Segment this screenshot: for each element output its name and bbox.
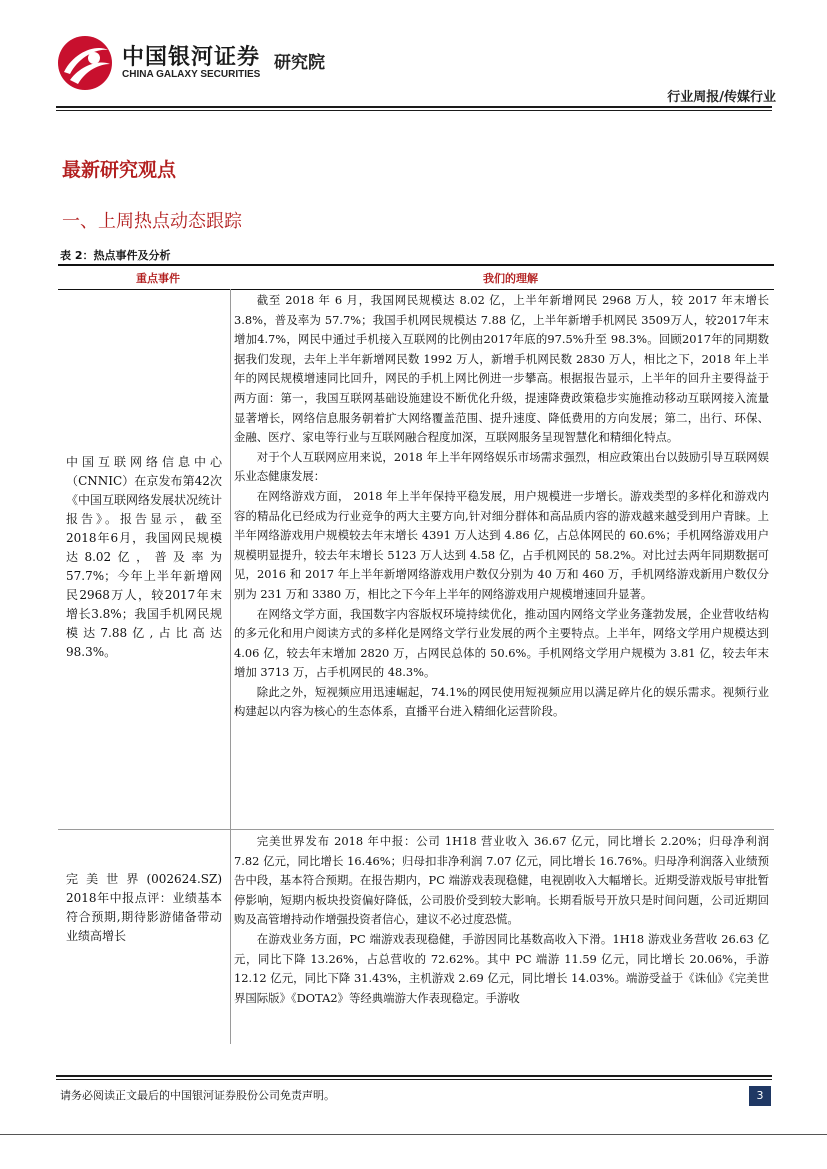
header-view: 我们的理解: [483, 272, 538, 285]
institute-name: 研究院: [274, 53, 325, 73]
page-number: 3: [749, 1086, 771, 1106]
page-header: [56, 34, 776, 104]
analysis-paragraph: 在网络文学方面，我国数字内容版权环境持续优化，推动国内网络文学业务蓬勃发展，企业营收结构的多元化和用户阅读方式的多样化是网络文学行业发展的两个主要特点。上半年，网络文学用户规模达到 4.06 亿，较去年末增加 2820 万，占网民总体的 50.6%。手机网络文学用户规模为 3.81 亿，较去年末增加 3713 万，占手机网民的 48.3%。: [234, 606, 769, 680]
page-title: 最新研究观点: [62, 159, 177, 181]
section-heading: 一、上周热点动态跟踪: [62, 211, 242, 232]
analysis-paragraph: 截至 2018 年 6 月，我国网民规模达 8.02 亿，上半年新增网民 2968 万人，较 2017 年末增长 3.8%，普及率为 57.7%；我国手机网民规模达 7.88 亿，上半年新增手机网民 3509万人，较2017年末增加4.7%，网民中通过手机接入互联网的比例由2017年底的97.5%升至 98.3%。回顾2017年的同期数据我们发现，去年上半年新增网民数 1992 万人，新增手机网民数 2830 万人，相比之下，2018 年上半年的网民规模增速同比回升，网民的手机上网比例进一步攀高。根据报告显示，上半年的回升主要得益于两方面：第一，我国互联网基础设施建设不断优化升级，提速降费政策稳步实施推动移动互联网接入流量显著增长，网络信息服务朝着扩大网络覆盖范围、提升速度、降低费用的方向发展；第二，出行、环保、金融、医疗、家电等行业与互联网融合程度加深，互联网服务呈现智慧化和精细化特点。: [234, 293, 769, 445]
table-row: [58, 289, 774, 837]
header-rule-thin: [56, 110, 772, 111]
analysis-paragraph: 完美世界发布 2018 年中报：公司 1H18 营业收入 36.67 亿元，同比增长 2.20%；归母净利润 7.82 亿元，同比增长 16.46%；归母扣非净利润 7.07 亿元，同比增长 16.76%。归母净利润落入业绩预告中段，基本符合预期。在报告期内，PC 端游戏表现稳健，电视剧收入大幅增长。近期受游戏版号审批暂停影响，短期内板块投资偏好降低，公司股价受到较大影响。长期看版号开放只是时间问题，公司近期回购及高管增持动作增强投资者信心，建议不必过度恐慌。: [234, 834, 769, 927]
disclaimer-note: 请务必阅读正文最后的中国银河证券股份公司免责声明。: [60, 1089, 335, 1102]
logo-chinese-name: 中国银河证券: [122, 45, 261, 70]
analysis-paragraph: 在网络游戏方面， 2018 年上半年保持平稳发展，用户规模进一步增长。游戏类型的多样化和游戏内容的精品化已经成为行业竞争的两大主要方向,针对细分群体和高品质内容的游戏越来越受到用户青睐。上半年网络游戏用户规模较去年末增长 4391 万人达到 4.86 亿，占总体网民的 60.6%；手机网络游戏用户规模明显提升，较去年末增长 5123 万人达到 4.58 亿，占手机网民的 58.2%。对比过去两年同期数据可见，2016 和 2017 年上半年新增网络游戏用户数仅分别为 40 万和 460 万，手机网络游戏新用户数仅分别为 231 万和 3380 万，相比之下今年上半年的网络游戏用户规模增速回升显著。: [234, 488, 769, 601]
analysis-paragraph: 在游戏业务方面，PC 端游戏表现稳健，手游因同比基数高收入下滑。1H18 游戏业务营收 26.63 亿元，同比下降 13.26%，占总营收的 72.62%。其中 PC 端游 11.59 亿元，同比增长 20.06%，手游 12.12 亿元，同比下降 31.43%，主机游戏 2.69 亿元，同比增长 14.03%。端游受益于《诛仙》《完美世界国际版》《DOTA2》等经典端游大作表现稳定。手游收: [234, 931, 769, 1005]
table-header: [58, 264, 774, 290]
footer-rule-thin: [56, 1079, 772, 1080]
header-event: 重点事件: [136, 272, 180, 285]
event-cell: 中国互联网络信息中心（CNNIC）在京发布第42次《中国互联网络发展状况统计报告》。报告显示，截至2018年6月，我国网民规模达8.02亿，普及率为57.7%；今年上半年新增网民2968万人，较2017年末增长3.8%；我国手机网民规模达7.88亿,占比高达98.3%。: [66, 455, 223, 659]
table-caption: 表 2：热点事件及分析: [60, 249, 171, 262]
logo-english-name: CHINA GALAXY SECURITIES: [122, 69, 261, 80]
page-bottom-line: [0, 1134, 827, 1135]
event-cell: 完美世界(002624.SZ) 2018年中报点评：业绩基本符合预期,期待影游储备带动业绩高增长: [66, 872, 222, 943]
table-row: [58, 830, 774, 1044]
analysis-cell: [234, 832, 769, 1008]
report-type: 行业周报/传媒行业: [667, 90, 776, 105]
hot-events-table: [58, 264, 774, 1044]
analysis-paragraph: 对于个人互联网应用来说，2018 年上半年网络娱乐市场需求强烈，相应政策出台以鼓励引导互联网娱乐业态健康发展：: [234, 449, 769, 484]
analysis-cell: [234, 291, 769, 722]
header-rule: [56, 106, 772, 108]
analysis-paragraph: 除此之外，短视频应用迅速崛起，74.1%的网民使用短视频应用以满足碎片化的娱乐需求。视频行业构建起以内容为核心的生态体系，直播平台进入精细化运营阶段。: [234, 684, 769, 719]
footer-rule: [56, 1075, 772, 1077]
galaxy-logo-icon: [56, 34, 114, 92]
